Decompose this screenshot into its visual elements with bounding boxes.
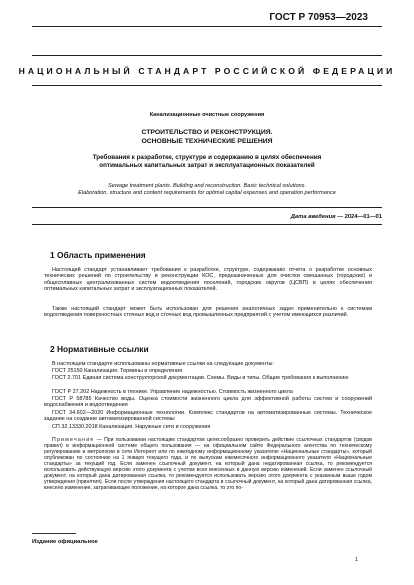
requirements-subtitle <box>32 154 382 170</box>
effective-date <box>291 214 382 220</box>
reference-item: ГОСТ 34.602—2020 Информационные технологии. Комплекс стандартов на автоматизированные системы. Техническое задание на создание автоматизированной системы <box>44 410 372 423</box>
title-rule <box>32 207 382 208</box>
section-2-heading: 2 Нормативные ссылки <box>50 344 149 354</box>
date-rule <box>32 224 382 225</box>
english-title-line: Elaboration, structure and content requirements for optimal capital expenses and operation performance <box>78 190 336 197</box>
english-title <box>32 183 382 198</box>
section-1-paragraph: Также настоящий стандарт может быть использован для решения аналогичных задач применительно к системам водоотведения поверхностных сточных вод и сточных вод промышленных предприятий с учетом имеющихся различий. <box>44 306 372 319</box>
english-title-line: Sewage treatment plants. Building and reconstruction. Basic technical solutions. <box>107 183 307 189</box>
header-rule-top <box>32 26 382 27</box>
reference-item: ГОСТ 25150 Канализация. Термины и определения <box>52 368 183 374</box>
main-title-line: ОСНОВНЫЕ ТЕХНИЧЕСКИЕ РЕШЕНИЯ <box>141 137 273 145</box>
edition-label: Издание официальное <box>32 539 98 545</box>
header-rule-2 <box>32 85 382 86</box>
subject-line: Канализационные очистные сооружения <box>149 112 265 118</box>
section-2-intro: В настоящем стандарте использованы нормативные ссылки на следующие документы: <box>52 361 274 367</box>
header-rule-1 <box>32 55 382 56</box>
reference-item: СП 32.13330.2018 Канализация. Наружные сети и сооружения <box>52 424 211 430</box>
main-title-line: СТРОИТЕЛЬСТВО И РЕКОНСТРУКЦИЯ. <box>141 129 273 136</box>
section-1-paragraph: Настоящий стандарт устанавливает требования к разработке, структуре, содержанию отчета о разработке основных технических решений по строительству и реконструкции КОС, предназначенных для очистки смешанных (городских) и общесплавных централизованных систем водоотведения поселений, городских округов (ЦСВП) в целях обеспечения оптимальных капитальных затрат и эксплуатационных показателей. <box>44 267 372 293</box>
date-label: Дата введения <box>290 214 336 220</box>
note-text: — При пользовании настоящим стандартом целесообразно проверить действие ссылочных стандартов (сводов правил) в информационной системе общего пользования — на официальном сайте Федерального агентства по техническому регулированию и метрологии в сети Интернет или по ежегодному информационному указателю «Национальные стандарты», который опубликован по состоянию на 1 января текущего года, и по выпускам ежемесячного информационного указателя «Национальные стандарты» за текущий год. Если заменен ссылочный документ, на который дана недатированная ссылка, то рекомендуется использовать действующую версию этого документа с учетом всех внесенных в данную версию изменений. Если заменен ссылочный документ, на который дана датированная ссылка, то рекомендуется использовать версию этого документа с указанным выше годом утверждения (принятия). Если после утверждения настоящего стандарта в ссылочный документ, на который дана датированная ссылка, внесено изменение, затрагивающее положение, на которое дана ссылка, то это по- <box>44 437 372 492</box>
gost-code: ГОСТ Р 70953—2023 <box>269 12 368 23</box>
footnote-rule <box>32 533 76 534</box>
date-value: — 2024—01—01 <box>337 214 382 220</box>
reference-item: ГОСТ Р 58785 Качество воды. Оценка стоимости жизненного цикла для эффективной работы систем и сооружений водоснабжения и водоотведения <box>44 396 372 409</box>
section-1-heading: 1 Область применения <box>50 250 146 260</box>
reference-item: ГОСТ Р 27.202 Надежность в технике. Управление надежностью. Стоимость жизненного цикла <box>52 389 293 395</box>
requirements-line: оптимальных капитальных затрат и эксплуатационных показателей <box>99 162 315 170</box>
requirements-line: Требования к разработке, структуре и содержанию в целях обеспечения <box>92 154 322 161</box>
note-paragraph <box>44 437 372 491</box>
standard-title: НАЦИОНАЛЬНЫЙ СТАНДАРТ РОССИЙСКОЙ ФЕДЕРАЦИИ <box>18 66 396 76</box>
page-number: 1 <box>354 557 358 563</box>
main-title <box>32 129 382 146</box>
note-label: Примечание <box>52 437 95 443</box>
reference-item: ГОСТ 2.701 Единая система конструкторской документации. Схемы. Виды и типы. Общие требования к выполнению <box>52 375 349 381</box>
